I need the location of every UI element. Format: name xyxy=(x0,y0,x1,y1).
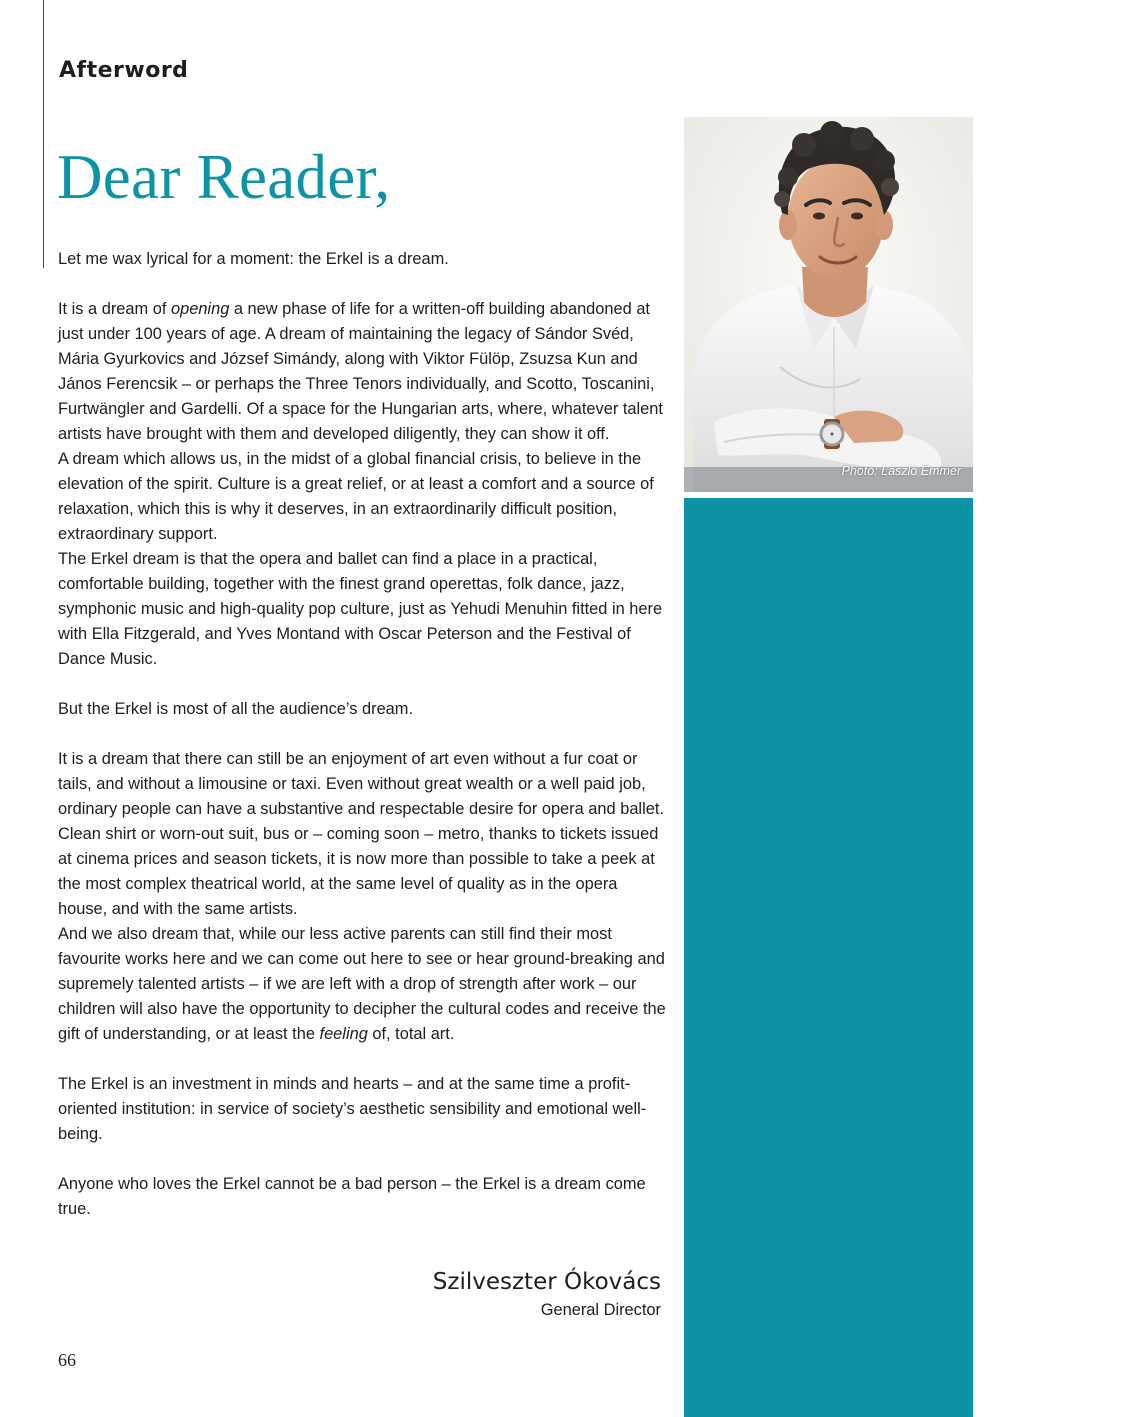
salutation-heading: Dear Reader, xyxy=(57,142,391,212)
paragraph-9: Anyone who loves the Erkel cannot be a bad person – the Erkel is a dream come true. xyxy=(58,1175,646,1218)
paragraph-2-start: It is a dream of xyxy=(58,300,171,318)
paragraph-4: The Erkel dream is that the opera and ballet can find a place in a practical, comfortable building, together with the finest grand operettas, folk dance, jazz, symphonic music and high-quality pop culture, just as Yehudi Menuhin fitted in here with Ella Fitzgerald, and Yves Montand with Oscar Peterson and the Festival of Dance Music. xyxy=(58,550,663,668)
paragraph-7-start: And we also dream that, while our less active parents can still find their most favourite works here and we can come out here to see or hear ground-breaking and supremely talented artists – if we are left with a drop of strength after work – our children will also have the opportunity to decipher the cultural codes and receive the gift of understanding, or at least the xyxy=(58,925,666,1043)
accent-color-bar xyxy=(684,498,973,1417)
signature-title: General Director xyxy=(540,1301,661,1319)
emphasis-feeling: feeling xyxy=(319,1025,368,1043)
portrait-illustration xyxy=(684,117,973,492)
paragraph-3: A dream which allows us, in the midst of a global financial crisis, to believe in the elevation of the spirit. Culture is a great relief, or at least a comfort and a source of relaxation, which this is why it deserves, in an extraordinarily difficult position, extraordinary support. xyxy=(58,450,654,543)
paragraph-5: But the Erkel is most of all the audience’s dream. xyxy=(58,700,414,718)
signature-name: Szilveszter Ókovács xyxy=(432,1269,661,1295)
paragraph-2 xyxy=(58,297,666,447)
photo-credit: Photo: László Emmer xyxy=(841,464,961,478)
paragraph-6: It is a dream that there can still be an enjoyment of art even without a fur coat or tails, and without a limousine or taxi. Even without great wealth or a well paid job, ordinary people can have a substantive and respectable desire for opera and ballet. Clean shirt or worn-out suit, bus or – coming soon – metro, thanks to tickets issued at cinema prices and season tickets, it is now more than possible to take a peek at the most complex theatrical world, at the same level of quality as in the opera house, and with the same artists. xyxy=(58,750,664,918)
section-label: Afterword xyxy=(59,58,189,83)
paragraph-1: Let me wax lyrical for a moment: the Erkel is a dream. xyxy=(58,250,449,268)
emphasis-opening: opening xyxy=(170,300,230,318)
paragraph-8: The Erkel is an investment in minds and hearts – and at the same time a profit-oriented institution: in service of society’s aesthetic sensibility and emotional well-being. xyxy=(58,1075,647,1143)
letter-body xyxy=(58,247,666,1222)
signature-block xyxy=(433,1266,661,1322)
portrait-photo xyxy=(684,117,973,492)
paragraph-2-end: a new phase of life for a written-off building abandoned at just under 100 years of age. A dream of maintaining the legacy of Sándor Svéd, Mária Gyurkovics and József Simándy, along with Viktor Fülöp, Zsuzsa Kun and János Ferencsik – or perhaps the Three Tenors individually, and Scotto, Toscanini, Furtwängler and Gardelli. Of a space for the Hungarian arts, where, whatever talent artists have brought with them and developed diligently, they can show it off. xyxy=(58,300,663,443)
margin-rule xyxy=(43,0,44,268)
paragraph-7-end: of, total art. xyxy=(367,1025,455,1043)
paragraph-7 xyxy=(58,922,666,1047)
page-number: 66 xyxy=(58,1350,76,1370)
